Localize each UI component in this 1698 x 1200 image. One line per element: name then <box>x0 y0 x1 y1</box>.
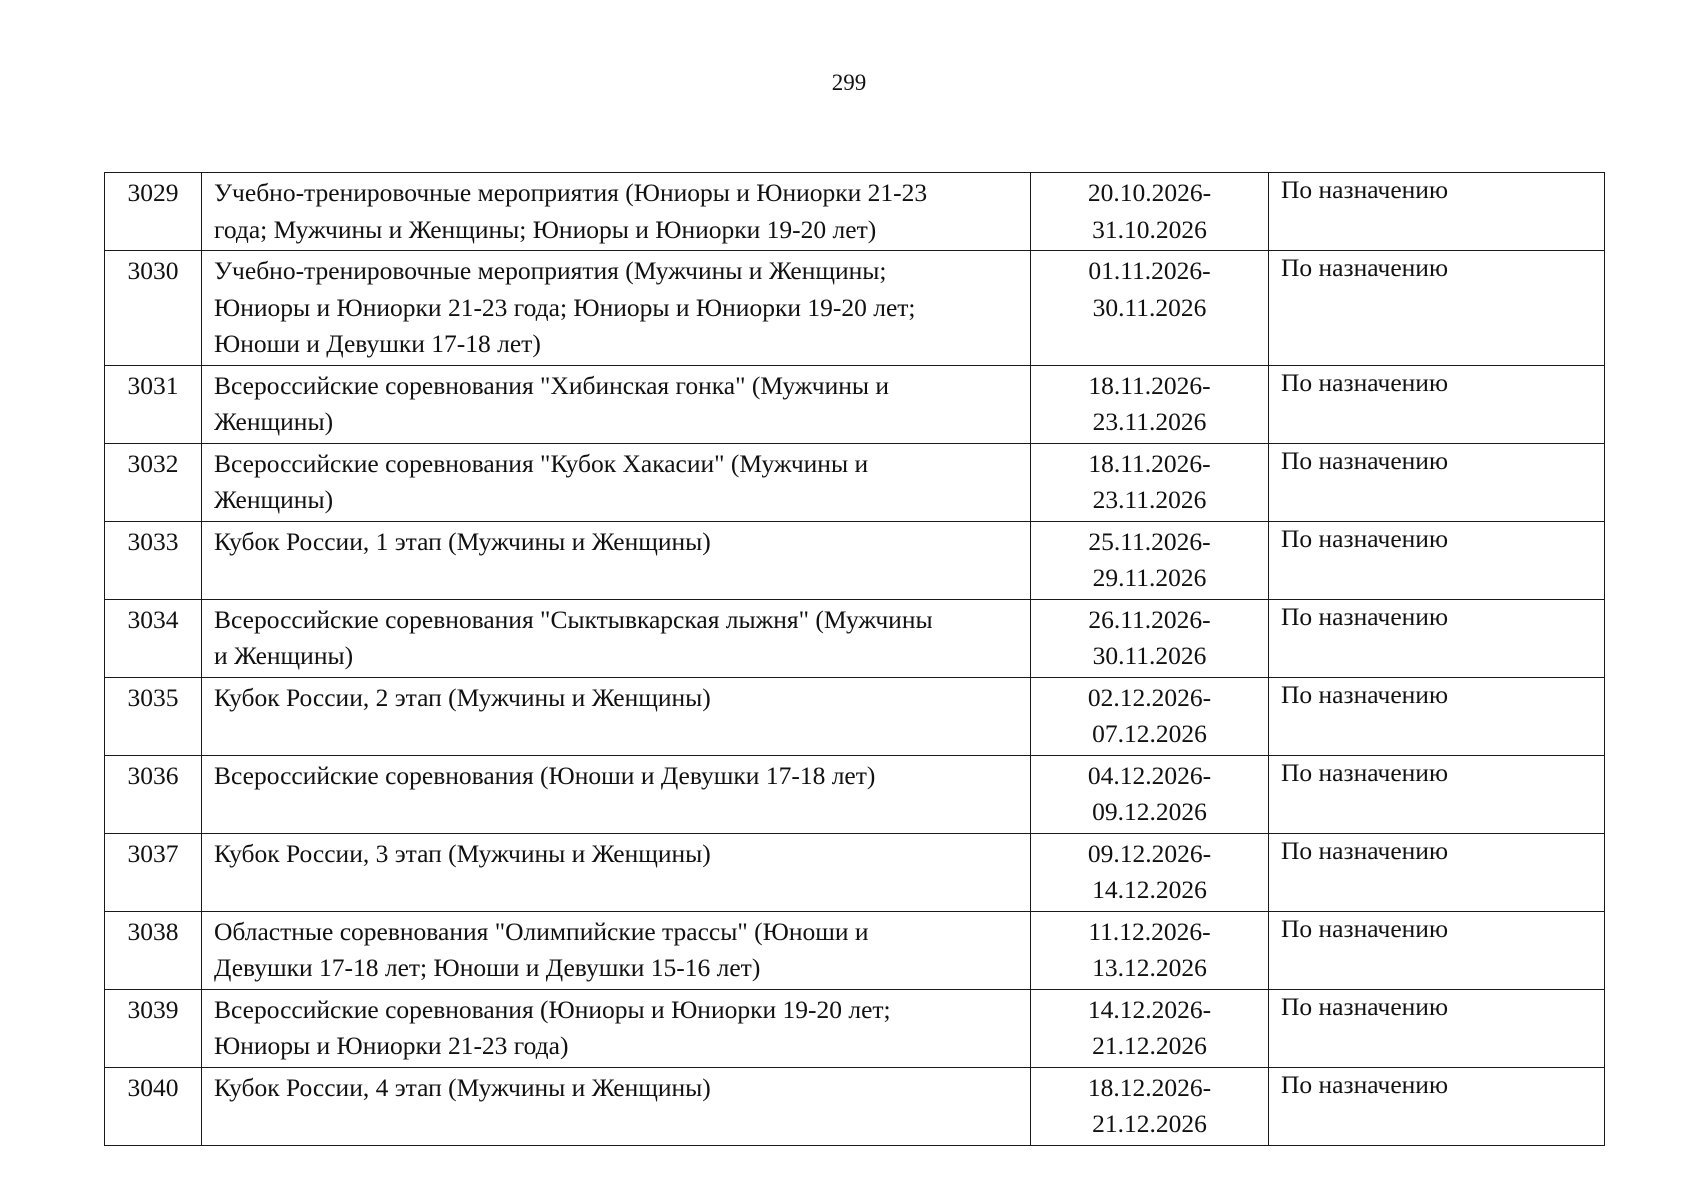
event-name-cell <box>202 677 1031 755</box>
row-number-cell: 3031 <box>105 365 202 443</box>
event-name-line: Кубок России, 3 этап (Мужчины и Женщины) <box>214 838 711 868</box>
end-date: 14.12.2026 <box>1092 875 1207 904</box>
page-number: 299 <box>831 70 867 95</box>
event-name-cell <box>202 521 1031 599</box>
event-name-cell <box>202 443 1031 521</box>
event-place-cell: По назначению <box>1269 365 1605 443</box>
start-date: 18.12.2026- <box>1087 1072 1212 1102</box>
event-place-cell: По назначению <box>1269 1067 1605 1145</box>
event-name-cell <box>202 833 1031 911</box>
end-date: 07.12.2026 <box>1092 719 1207 748</box>
start-date: 01.11.2026- <box>1088 256 1211 285</box>
row-number-cell: 3035 <box>105 677 202 755</box>
table-row <box>105 911 1605 989</box>
event-name-line: и Женщины) <box>214 641 354 670</box>
event-name-line <box>214 872 1018 909</box>
event-name-cell <box>202 599 1031 677</box>
event-dates-cell <box>1031 443 1269 521</box>
event-name-line: Кубок России, 4 этап (Мужчины и Женщины) <box>214 1072 711 1102</box>
row-number-cell: 3039 <box>105 989 202 1067</box>
event-place-cell: По назначению <box>1269 755 1605 833</box>
event-place-cell: По назначению <box>1269 677 1605 755</box>
row-number-cell: 3029 <box>105 173 202 251</box>
event-name-cell <box>202 1067 1031 1145</box>
event-dates-cell <box>1031 599 1269 677</box>
table-row <box>105 173 1605 251</box>
event-place-cell: По назначению <box>1269 443 1605 521</box>
event-dates-cell <box>1031 989 1269 1067</box>
event-dates-cell <box>1031 521 1269 599</box>
event-dates-cell <box>1031 911 1269 989</box>
event-dates-cell <box>1031 677 1269 755</box>
end-date: 21.12.2026 <box>1092 1109 1207 1138</box>
event-place-cell: По назначению <box>1269 833 1605 911</box>
table-row <box>105 833 1605 911</box>
event-place-cell: По назначению <box>1269 989 1605 1067</box>
table-row <box>105 1067 1605 1145</box>
row-number-cell: 3033 <box>105 521 202 599</box>
end-date: 23.11.2026 <box>1092 407 1207 436</box>
event-dates-cell <box>1031 251 1269 366</box>
event-name-line: Кубок России, 1 этап (Мужчины и Женщины) <box>214 526 711 556</box>
row-number-cell: 3030 <box>105 251 202 366</box>
start-date: 09.12.2026- <box>1087 838 1212 868</box>
table-row <box>105 365 1605 443</box>
start-date: 26.11.2026- <box>1088 604 1211 634</box>
table-row <box>105 443 1605 521</box>
event-place-cell: По назначению <box>1269 521 1605 599</box>
end-date: 30.11.2026 <box>1092 641 1207 670</box>
event-place-cell: По назначению <box>1269 911 1605 989</box>
row-number-cell: 3037 <box>105 833 202 911</box>
event-name-line: Учебно-тренировочные мероприятия (Мужчины и Женщины; <box>214 256 887 285</box>
event-name-line: года; Мужчины и Женщины; Юниоры и Юниорки 19-20 лет) <box>214 214 877 244</box>
event-name-line: Юноши и Девушки 17-18 лет) <box>214 329 541 358</box>
event-dates-cell <box>1031 755 1269 833</box>
event-name-line: Учебно-тренировочные мероприятия (Юниоры и Юниорки 21-23 <box>214 178 928 207</box>
start-date: 04.12.2026- <box>1087 760 1212 790</box>
table-row <box>105 755 1605 833</box>
start-date: 02.12.2026- <box>1087 682 1212 712</box>
event-name-line: Женщины) <box>214 485 334 514</box>
event-dates-cell <box>1031 1067 1269 1145</box>
event-name-cell <box>202 251 1031 366</box>
start-date: 25.11.2026- <box>1088 526 1211 556</box>
event-name-line <box>214 716 1018 753</box>
event-name-cell <box>202 989 1031 1067</box>
event-name-line: Девушки 17-18 лет; Юноши и Девушки 15-16 лет) <box>214 953 761 982</box>
end-date: 23.11.2026 <box>1092 485 1207 514</box>
table-row <box>105 599 1605 677</box>
table-row <box>105 251 1605 366</box>
start-date: 14.12.2026- <box>1087 994 1212 1024</box>
row-number-cell: 3036 <box>105 755 202 833</box>
end-date: 13.12.2026 <box>1092 953 1207 982</box>
event-name-cell <box>202 911 1031 989</box>
event-name-line <box>214 794 1018 831</box>
table-row <box>105 989 1605 1067</box>
event-name-line: Всероссийские соревнования (Юноши и Девушки 17-18 лет) <box>214 760 876 790</box>
start-date: 11.12.2026- <box>1088 916 1211 946</box>
end-date: 30.11.2026 <box>1092 292 1207 322</box>
end-date: 09.12.2026 <box>1092 797 1207 826</box>
events-table <box>104 172 1605 1146</box>
event-name-line <box>214 1106 1018 1143</box>
event-dates-cell <box>1031 173 1269 251</box>
event-name-cell <box>202 173 1031 251</box>
event-name-line: Женщины) <box>214 407 334 436</box>
events-table-body <box>105 173 1605 1146</box>
event-name-line: Кубок России, 2 этап (Мужчины и Женщины) <box>214 682 711 712</box>
event-name-line: Областные соревнования "Олимпийские трассы" (Юноши и <box>214 916 869 946</box>
event-place-cell: По назначению <box>1269 251 1605 366</box>
event-name-line: Юниоры и Юниорки 21-23 года; Юниоры и Юниорки 19-20 лет; <box>214 292 916 322</box>
start-date: 20.10.2026- <box>1087 178 1212 207</box>
row-number-cell: 3038 <box>105 911 202 989</box>
row-number-cell: 3032 <box>105 443 202 521</box>
event-place-cell: По назначению <box>1269 173 1605 251</box>
event-name-line: Всероссийские соревнования "Кубок Хакасии" (Мужчины и <box>214 448 869 478</box>
table-row <box>105 521 1605 599</box>
event-dates-cell <box>1031 365 1269 443</box>
end-date: 31.10.2026 <box>1092 214 1207 244</box>
event-dates-cell <box>1031 833 1269 911</box>
event-name-line: Всероссийские соревнования "Сыктывкарская лыжня" (Мужчины <box>214 604 933 634</box>
row-number-cell: 3034 <box>105 599 202 677</box>
row-number-cell: 3040 <box>105 1067 202 1145</box>
start-date: 18.11.2026- <box>1088 448 1211 478</box>
event-name-line: Юниоры и Юниорки 21-23 года) <box>214 1031 569 1060</box>
start-date: 18.11.2026- <box>1088 370 1211 400</box>
event-name-cell <box>202 755 1031 833</box>
event-name-cell <box>202 365 1031 443</box>
event-name-line <box>214 560 1018 597</box>
table-row <box>105 677 1605 755</box>
event-place-cell: По назначению <box>1269 599 1605 677</box>
event-name-line: Всероссийские соревнования "Хибинская гонка" (Мужчины и <box>214 370 890 400</box>
end-date: 21.12.2026 <box>1092 1031 1207 1060</box>
event-name-line: Всероссийские соревнования (Юниоры и Юниорки 19-20 лет; <box>214 994 891 1024</box>
end-date: 29.11.2026 <box>1092 563 1207 592</box>
